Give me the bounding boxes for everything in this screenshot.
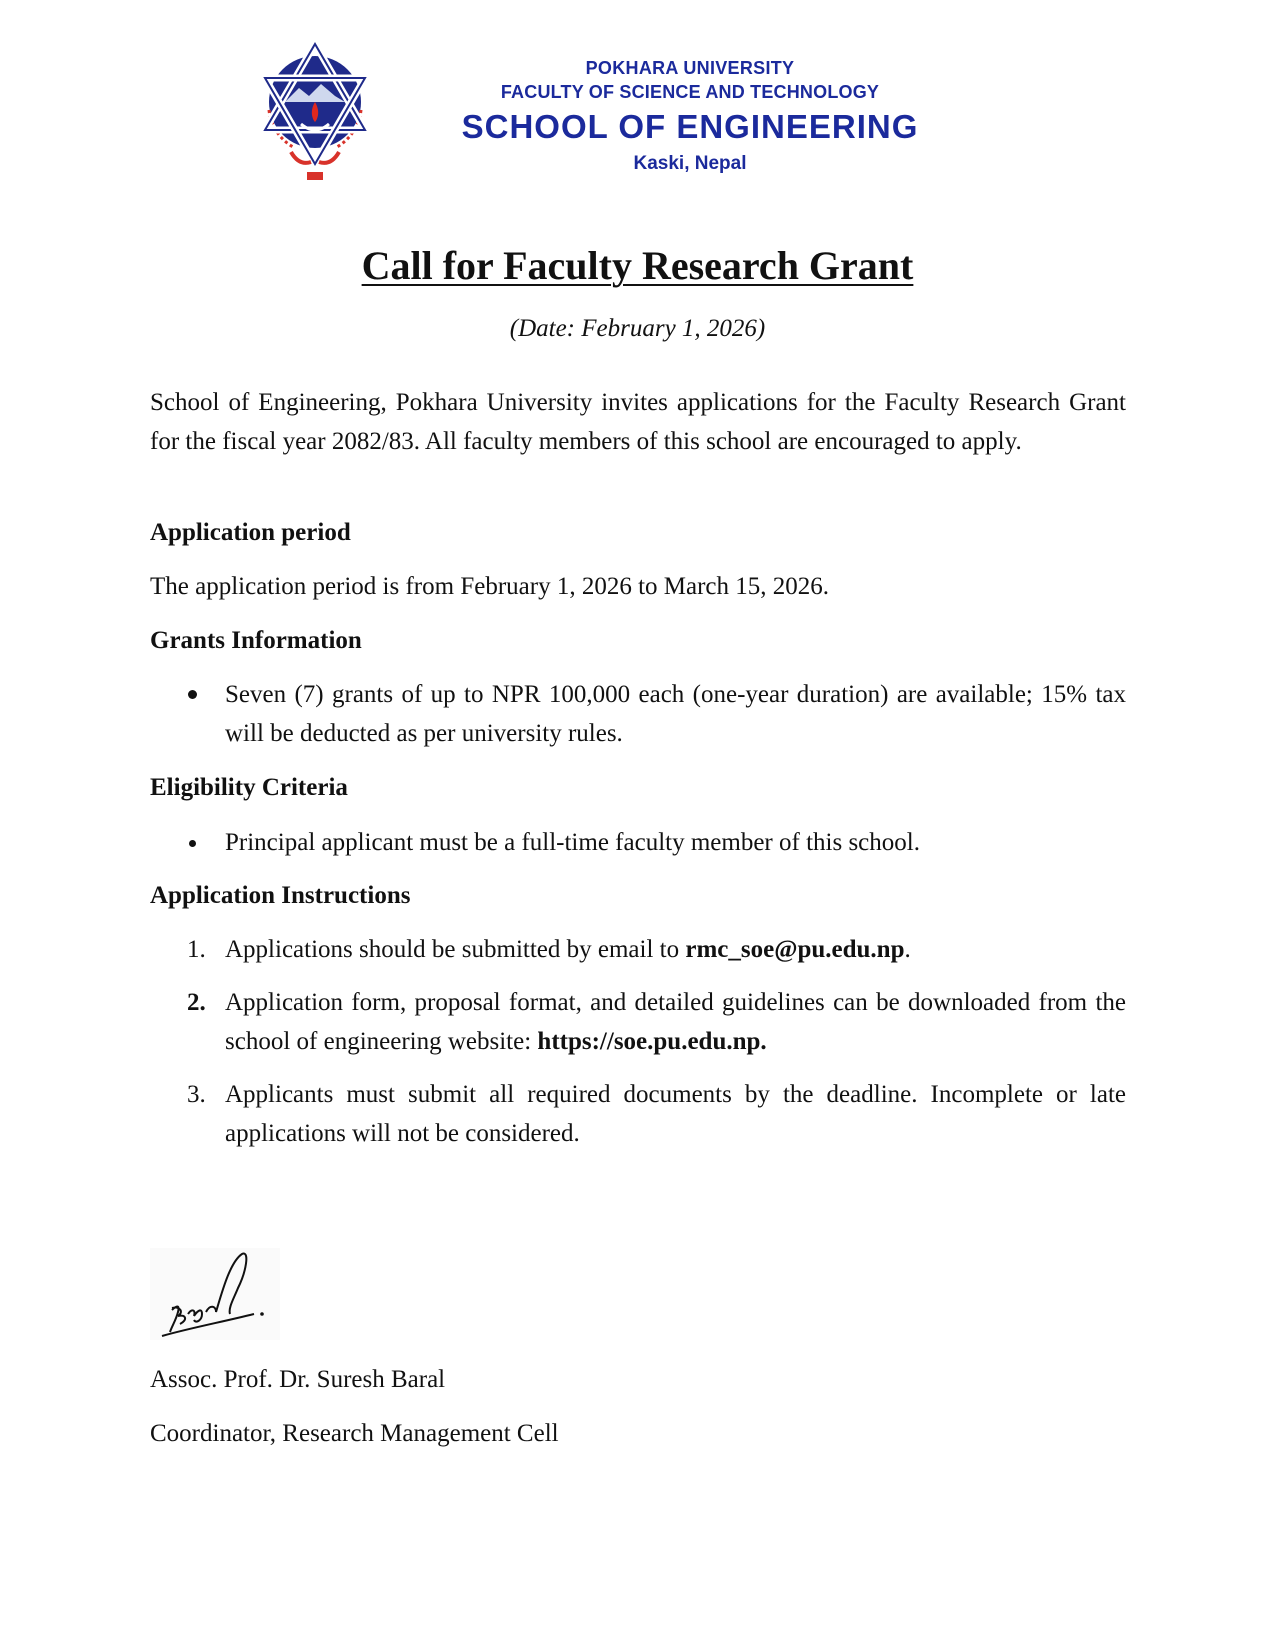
list-number: 1. bbox=[187, 936, 206, 963]
pokhara-university-emblem-icon bbox=[255, 40, 375, 188]
school-name: SCHOOL OF ENGINEERING bbox=[461, 108, 919, 145]
application-period-text: The application period is from February 1, 2026 to March 15, 2026. bbox=[150, 573, 830, 600]
list-item: 3. Applicants must submit all required documents by the deadline. Incomplete or late applications will not be considered. bbox=[150, 1075, 1126, 1153]
heading-grants-information: Grants Information bbox=[150, 627, 362, 654]
letterhead bbox=[0, 0, 1275, 200]
university-name: POKHARA UNIVERSITY bbox=[585, 58, 795, 78]
signatory-role: Coordinator, Research Management Cell bbox=[150, 1420, 559, 1447]
intro-paragraph: School of Engineering, Pokhara University invites applications for the Faculty Research Grant for the fiscal year 2082/83. All faculty members of this school are encouraged to apply. bbox=[150, 389, 1126, 455]
heading-application-period: Application period bbox=[150, 519, 351, 546]
website-link[interactable]: https://soe.pu.edu.np. bbox=[537, 1028, 767, 1055]
bullet-icon bbox=[189, 840, 196, 847]
application-instructions-list bbox=[150, 930, 1126, 1153]
list-item: 1. Applications should be submitted by email to rmc_soe@pu.edu.np. bbox=[150, 930, 1126, 969]
signatory-name: Assoc. Prof. Dr. Suresh Baral bbox=[150, 1366, 446, 1393]
handwritten-signature-icon bbox=[150, 1248, 280, 1340]
document-body bbox=[150, 383, 1126, 1147]
faculty-name: FACULTY OF SCIENCE AND TECHNOLOGY bbox=[500, 82, 880, 102]
document-date: (Date: February 1, 2026) bbox=[509, 315, 766, 342]
list-number: 2. bbox=[187, 989, 206, 1016]
heading-eligibility-criteria: Eligibility Criteria bbox=[150, 774, 348, 801]
school-location: Kaski, Nepal bbox=[633, 153, 747, 174]
eligibility-criteria-list bbox=[150, 823, 1126, 862]
letterhead-text bbox=[420, 56, 960, 178]
grants-information-list bbox=[150, 675, 1126, 753]
heading-application-instructions: Application Instructions bbox=[150, 882, 411, 909]
list-item: Principal applicant must be a full-time faculty member of this school. bbox=[150, 823, 1126, 862]
list-number: 3. bbox=[187, 1081, 206, 1108]
document-title: Call for Faculty Research Grant bbox=[361, 243, 914, 288]
email-link[interactable]: rmc_soe@pu.edu.np bbox=[685, 936, 905, 963]
list-item: 2. Application form, proposal format, and detailed guidelines can be downloaded from the school of engineering website: https://soe.pu.edu.np. bbox=[150, 983, 1126, 1061]
bullet-icon bbox=[188, 690, 197, 699]
list-item: Seven (7) grants of up to NPR 100,000 each (one-year duration) are available; 15% tax will be deducted as per university rules. bbox=[150, 675, 1126, 753]
